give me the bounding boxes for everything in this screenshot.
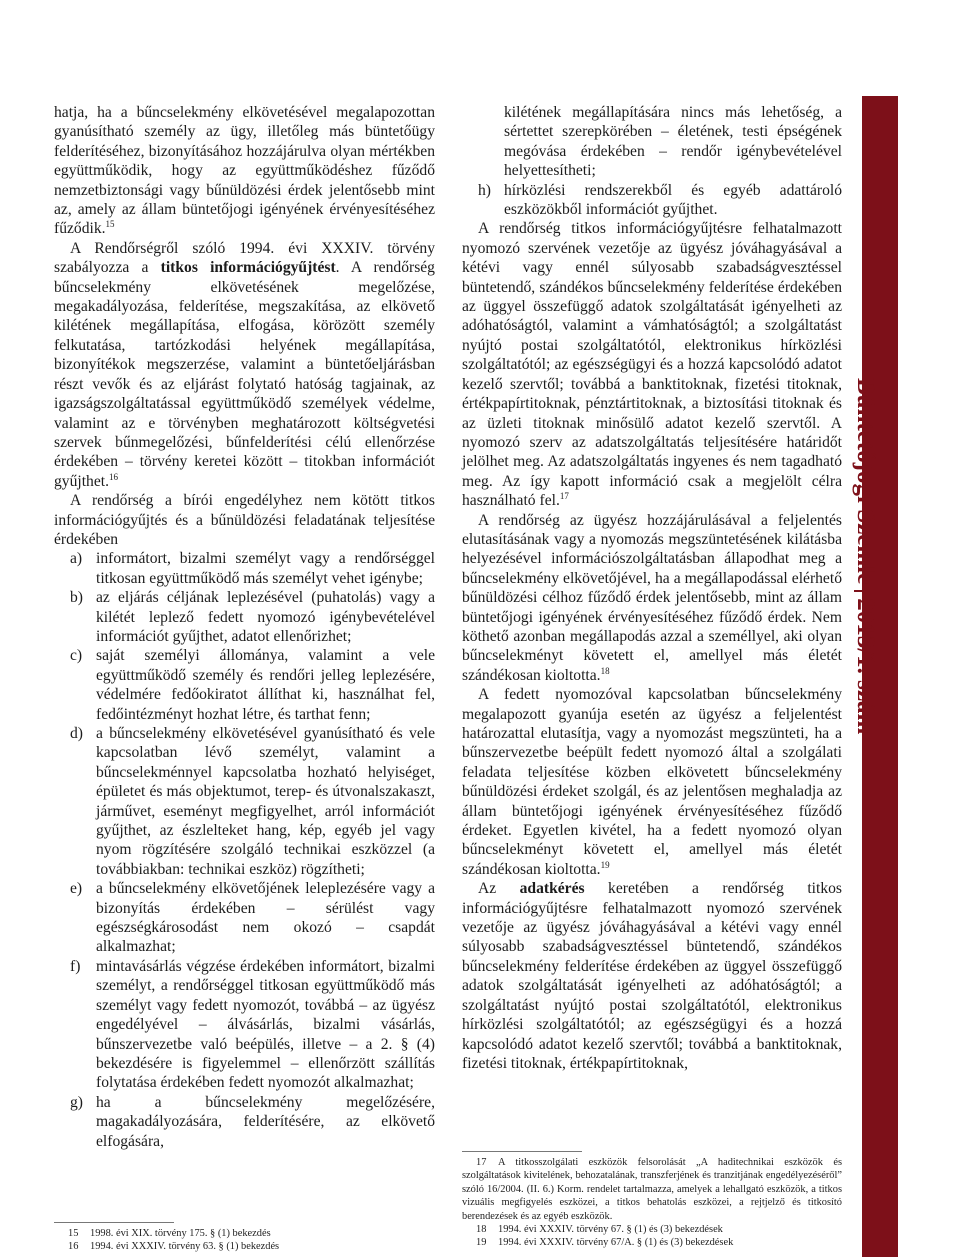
list-marker: a) bbox=[70, 550, 83, 568]
list-item: g) ha a bűncselekmény megelőzésére, magakadályozására, felderítésére, az elkövető elfogására, bbox=[70, 1093, 435, 1150]
journal-issue: 2013/1. szám bbox=[852, 598, 879, 735]
list-marker: g) bbox=[70, 1093, 83, 1111]
footnote-18: 18 1994. évi XXXIV. törvény 67. § (1) és (3) bekezdések bbox=[476, 1224, 723, 1236]
list-marker: b) bbox=[70, 589, 83, 607]
list-item: h) hírközlési rendszerekből és egyéb adattároló eszközökből információt gyűjthet. bbox=[478, 181, 842, 219]
footnotes-right bbox=[462, 1156, 842, 1250]
left-paragraph-1: hatja, ha a bűncselekmény elkövetésével megalapozottan gyanúsítható személy az ügy, illetőleg más büntetőügy felderítéséhez, bizonyításához hozzájárulva olyan mértékben együttműködik, hogy az együttműködéshez fűződő nemzetbiztonsági vagy bűnüldözési érdek jelentősebb mint az, amely az állam büntetőjogi igényének érvényesítéséhez fűződik.$^{15}$ bbox=[54, 104, 435, 238]
list-marker: d) bbox=[70, 725, 83, 742]
powers-list-continued bbox=[462, 103, 842, 219]
list-item: a) informátort, bizalmi személyt vagy a rendőrséggel titkosan együttműködő más személyt vehet igénybe; bbox=[70, 550, 435, 587]
footnote-ref-15[interactable]: 15 bbox=[105, 219, 115, 230]
list-item: e) a bűncselekmény elkövetőjének leleplezésére vagy a bizonyítás érdekében – sérülést vagy egészségkárosodást nem okozó – csapdát alkalmazhat; bbox=[70, 880, 435, 956]
title-separator bbox=[854, 590, 880, 592]
right-paragraph-1: A rendőrség titkos információgyűjtésre felhatalmazott nyomozó szervének vezetője az ügyész jóváhagyásával a kétévi vagy ennél súlyosabb szabadságvesztéssel büntetendő, szándékos bűncselekmény felderítése érdekében az üggyel összefüggő adatok szolgáltatását igényelheti az adóhatóságtól, valamint a vámhatóságtól; a szolgáltatást nyújtó postai szolgáltatótól, elektronikus hírközlési szolgáltatótól; az egészségügyi és a hozzá kapcsolódó adatot kezelő szervtől; továbbá a banktitoknak, fizetési titoknak, értékpapírtitoknak, pénztártitoknak, a biztosítási titoknak és az üzleti titoknak minősülő adatot kezelő szervtől. A nyomozó szerv az adatszolgáltatás teljesítésére határidőt jelölhet meg. Az adatszolgáltatás ingyenes és nem tagadható meg. Az így kapott információ csak a megjelölt célra használható fel.$^{17}$ bbox=[462, 220, 842, 510]
right-column bbox=[462, 103, 842, 1073]
term-titkos-informaciogyujtes: titkos információgyűjtést bbox=[160, 259, 336, 277]
footnote-divider-right bbox=[462, 1151, 582, 1152]
list-marker: e) bbox=[70, 880, 83, 898]
right-paragraph-4: Az adatkérés keretében a rendőrség titkos információgyűjtésre felhatalmazott nyomozó szervének vezetője az ügyész jóváhagyásával a kétévi vagy ennél súlyosabb szabadságvesztéssel büntetendő, szándékos bűncselekmény felderítése érdekében az üggyel összefüggő adatok szolgáltatását igényelheti az adóhatóságtól; a szolgáltatást nyújtó postai szolgáltatótól, elektronikus hírközlési szolgáltatótól; az egészségügyi és a hozzá kapcsolódó adatot kezelő szervtől; továbbá a banktitoknak, fizetési titoknak, értékpapírtitoknak, bbox=[462, 880, 842, 1072]
footnote-ref-18[interactable]: 18 bbox=[600, 665, 610, 676]
list-item: c) saját személyi állománya, valamint a vele együttműködő személy és rendőri jelleg leplezésére, védelmére fedőokiratot állíthat ki, használhat fel, fedőintézményt hozhat létre, és tarthat fenn; bbox=[70, 647, 435, 723]
journal-sidebar-label bbox=[852, 378, 902, 758]
footnote-ref-17[interactable]: 17 bbox=[559, 490, 569, 501]
footnote-15: 15 1998. évi XIX. törvény 175. § (1) bekezdés bbox=[68, 1228, 271, 1239]
powers-list bbox=[54, 549, 435, 1151]
footnote-19: 19 1994. évi XXXIV. törvény 67/A. § (1) és (3) bekezdések bbox=[476, 1237, 734, 1249]
footnotes-left bbox=[54, 1227, 435, 1254]
list-marker: h) bbox=[478, 181, 491, 199]
right-paragraph-2: A rendőrség az ügyész hozzájárulásával a feljelentés elutasításának vagy a nyomozás megszüntetésének kilátásba helyezésével információszolgáltatásban állapodhat meg a bűncselekmény elkövetőjével, ha a megállapodással elérhető bűnüldözési célhoz fűződő érdek jelentősebb, mint az állam büntetőjogi igényének érvényesítéséhez fűződő érdek. Nem köthető azonban megállapodás azzal a személlyel, aki olyan bűncselekményt követett el, amellyel más életét szándékosan kioltotta.$^{18}$ bbox=[462, 511, 842, 684]
left-column bbox=[54, 103, 435, 1151]
footnote-16: 16 1994. évi XXXIV. törvény 63. § (1) bekezdés bbox=[68, 1241, 280, 1253]
term-adatkeres: adatkérés bbox=[519, 880, 585, 898]
footnote-17: 17 A titkosszolgálati eszközök felsorolását „A haditechnikai eszközök és szolgáltatások kivitelének, behozatalának, transzferjének és tranzitjának engedélyezéséről” szóló 16/2004. (II. 6.) Korm. rendelet tartalmazza, amelyek a lehallgató eszközök, a titkos vizuális megfigyelés eszközei, a titkos behatolás eszközei, a rejtjelző és titkosító berendezések és az egyéb eszközök. bbox=[462, 1157, 842, 1222]
list-item-continuation: kilétének megállapítására nincs más lehetőség, a sértettet szerepkörében – életének, testi épségének megóvása érdekében – rendőr igénybevételével helyettesítheti; bbox=[504, 104, 842, 180]
list-item: b) az eljárás céljának leplezésével (puhatolás) vagy a kilétét leplező fedett nyomozó igénybevételével információt gyűjthet, adatot ellenőrizhet; bbox=[70, 589, 435, 645]
left-paragraph-3: A rendőrség a bírói engedélyhez nem kötött titkos információgyűjtés és a bűnüldözési feladatának teljesítése érdekében bbox=[54, 492, 435, 548]
footnote-ref-16[interactable]: 16 bbox=[109, 471, 119, 482]
journal-name: Büntetőjogi Szemle bbox=[852, 378, 879, 585]
list-item: f) mintavásárlás végzése érdekében informátort, bizalmi személyt, a rendőrséggel titkosan együttműködő más személyt vagy fedett nyomozót, továbbá – az ügyész engedélyével – álvásárlás, bizalmi vásárlás, bűnszervezetbe való beépülés, illetve – a 2. § (4) bekezdésére is figyelemmel – ellenőrzött szállítás folytatása érdekében fedett nyomozót alkalmazhat; bbox=[70, 957, 435, 1092]
list-marker: c) bbox=[70, 647, 83, 665]
left-paragraph-2: A Rendőrségről szóló 1994. évi XXXIV. törvény szabályozza a titkos információgyűjtést. A rendőrség bűncselekmény elkövetésének megelőzése, megakadályozása, felderítése, megszakítása, az elkövető kilétének megállapítása, elfogása, körözött személy felkutatása, tartózkodási helyének megállapítása, bizonyítékok megszerzése, valamint a büntetőeljárásban részt vevők és az eljárást folytató hatóság tagjainak, az igazságszolgáltatással együttműködő személyek védelme, valamint az e törvényben meghatározott költségvetési szervek bűnmegelőzési, bűnfelderítési célú ellenőrzése érdekében – törvény keretei között – titokban információt gyűjthet.$^{16}$ bbox=[54, 239, 435, 490]
right-paragraph-3: A fedett nyomozóval kapcsolatban bűncselekmény megalapozott gyanúja esetén az ügyész a feljelentést határozattal elutasítja, vagy a nyomozást megszünteti, ha a bűnszervezetbe beépült fedett nyomozó által a szolgálati feladata teljesítése közben elkövetett bűncselekmény bűnüldözési érdeket szolgál, és az jelentősen meghaladja az állam büntetőjogi igényének érvényesítéséhez fűződő érdeket. Egyetlen kivétel, ha a fedett nyomozó olyan bűncselekményt követett el, amellyel más életét szándékosan kioltotta.$^{19}$ bbox=[462, 686, 842, 878]
list-marker: f) bbox=[70, 957, 81, 975]
list-item: d) a bűncselekmény elkövetésével gyanúsítható és vele kapcsolatban lévő személyt, valamint a bűncselekménnyel kapcsolatba hozható helyiséget, épületet és más objektumot, terep- és útvonalszakaszt, járművet, eseményt megfigyelhet, arról információt gyűjthet, az észlelteket hang, kép, egyéb jel vagy nyom rögzítésére szolgáló technikai eszközzel (a továbbiakban: technikai eszköz) rögzítheti; bbox=[70, 725, 435, 878]
footnote-divider-left bbox=[54, 1222, 174, 1223]
footnote-ref-19[interactable]: 19 bbox=[600, 859, 610, 870]
